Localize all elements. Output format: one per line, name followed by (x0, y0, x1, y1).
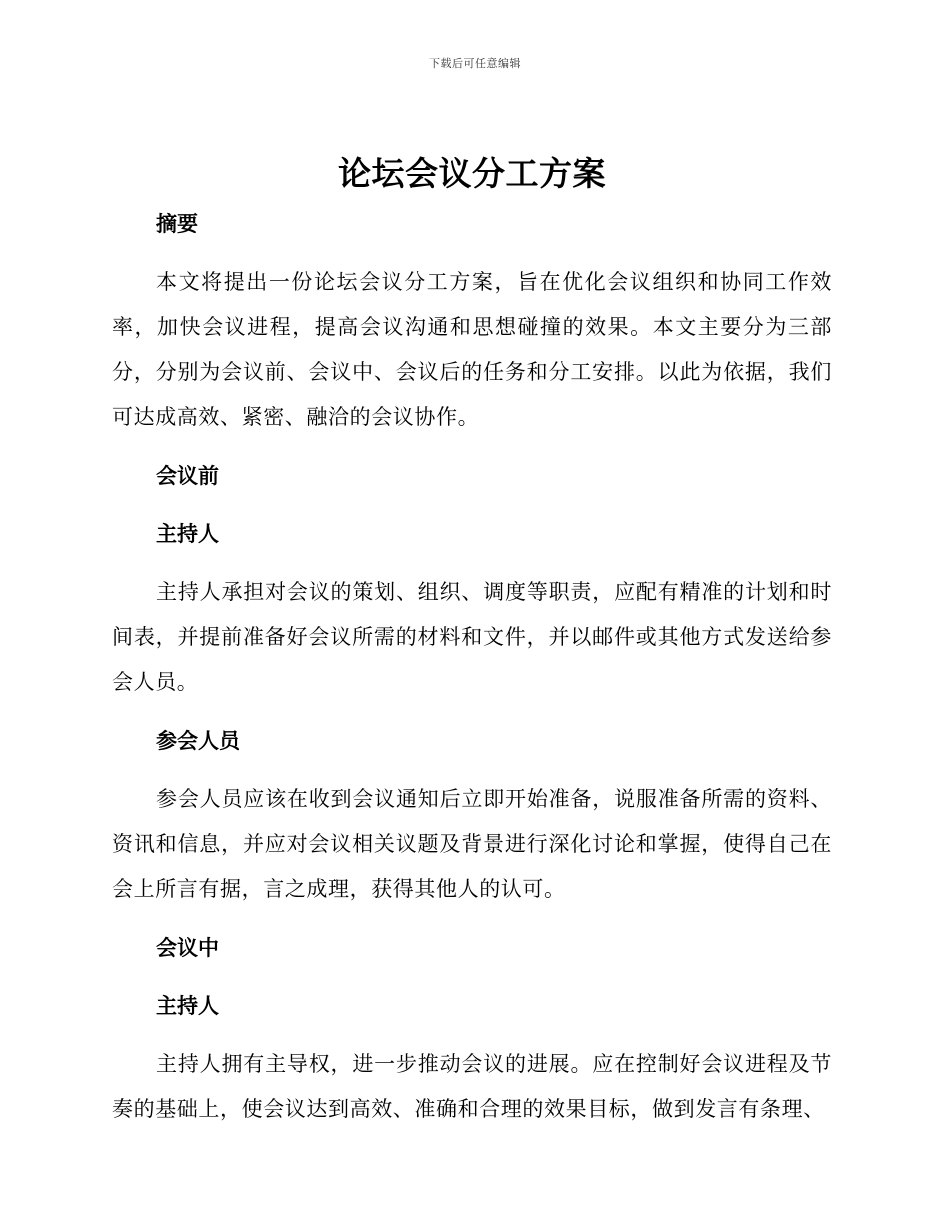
document-title: 论坛会议分工方案 (338, 154, 606, 193)
during-meeting-heading: 会议中 (156, 936, 219, 960)
header-note: 下载后可任意编辑 (429, 57, 521, 70)
before-participants-heading: 参会人员 (156, 729, 240, 753)
abstract-paragraph: 本文将提出一份论坛会议分工方案，旨在优化会议组织和协同工作效率，加快会议进程，提高会议沟通和思想碰撞的效果。本文主要分为三部分，分别为会议前、会议中、会议后的任务和分工安排。以此为依据，我们可达成高效、紧密、融洽的会议协作。 (112, 270, 832, 429)
during-host-paragraph: 主持人拥有主导权，进一步推动会议的进展。应在控制好会议进程及节奏的基础上，使会议达到高效、准确和合理的效果目标，做到发言有条理、 (112, 1052, 832, 1121)
before-meeting-heading: 会议前 (156, 464, 219, 488)
before-host-paragraph: 主持人承担对会议的策划、组织、调度等职责，应配有精准的计划和时间表，并提前准备好会议所需的材料和文件，并以邮件或其他方式发送给参会人员。 (112, 580, 832, 694)
before-participants-paragraph: 参会人员应该在收到会议通知后立即开始准备，说服准备所需的资料、资讯和信息，并应对会议相关议题及背景进行深化讨论和掌握，使得自己在会上所言有据，言之成理，获得其他人的认可。 (112, 787, 832, 901)
abstract-heading: 摘要 (156, 212, 198, 236)
before-host-heading: 主持人 (156, 522, 219, 546)
document-body (112, 150, 832, 1132)
during-host-heading: 主持人 (156, 994, 219, 1018)
